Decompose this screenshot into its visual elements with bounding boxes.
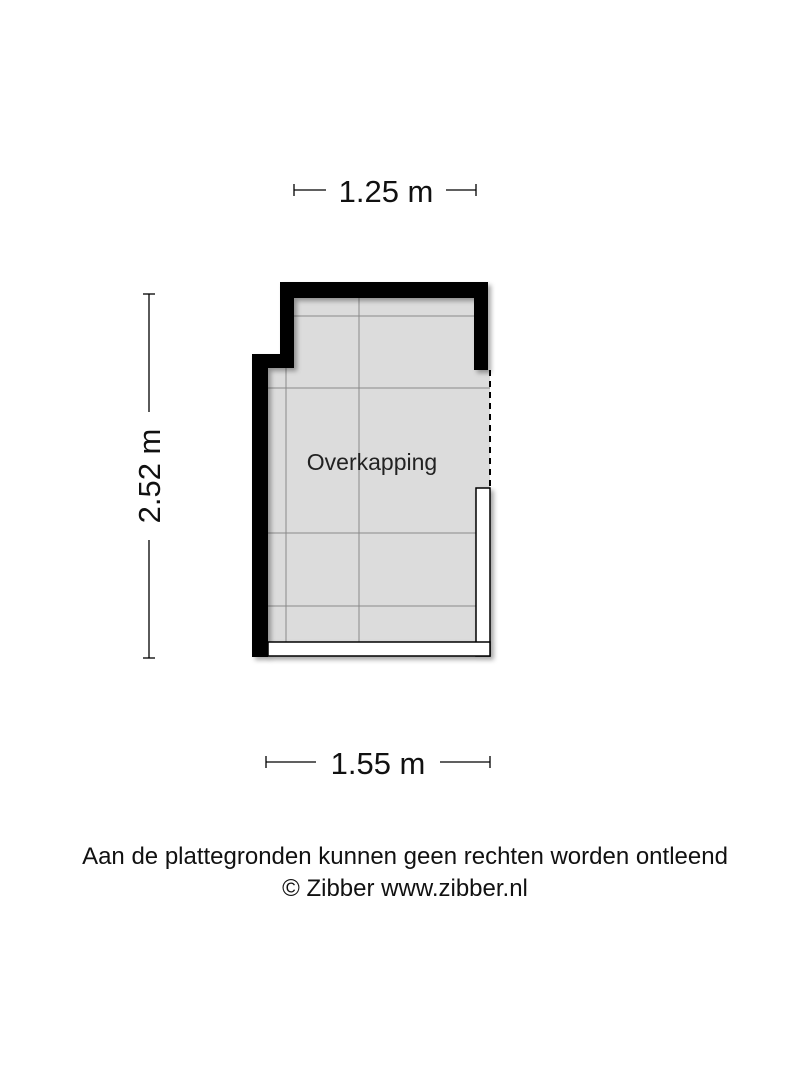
disclaimer-text: Aan de plattegronden kunnen geen rechten worden ontleend — [82, 843, 728, 870]
dimension-left-label: 2.52 m — [132, 428, 167, 524]
wall-right-lower — [476, 488, 490, 656]
wall-left — [252, 354, 268, 657]
room-label: Overkapping — [306, 449, 438, 475]
wall-right-upper — [474, 282, 488, 370]
dimension-top-label: 1.25 m — [338, 174, 434, 209]
copyright-text: © Zibber www.zibber.nl — [282, 875, 528, 902]
dimension-bottom-label: 1.55 m — [330, 746, 426, 781]
wall-bottom — [268, 642, 490, 656]
wall-top — [280, 282, 488, 298]
